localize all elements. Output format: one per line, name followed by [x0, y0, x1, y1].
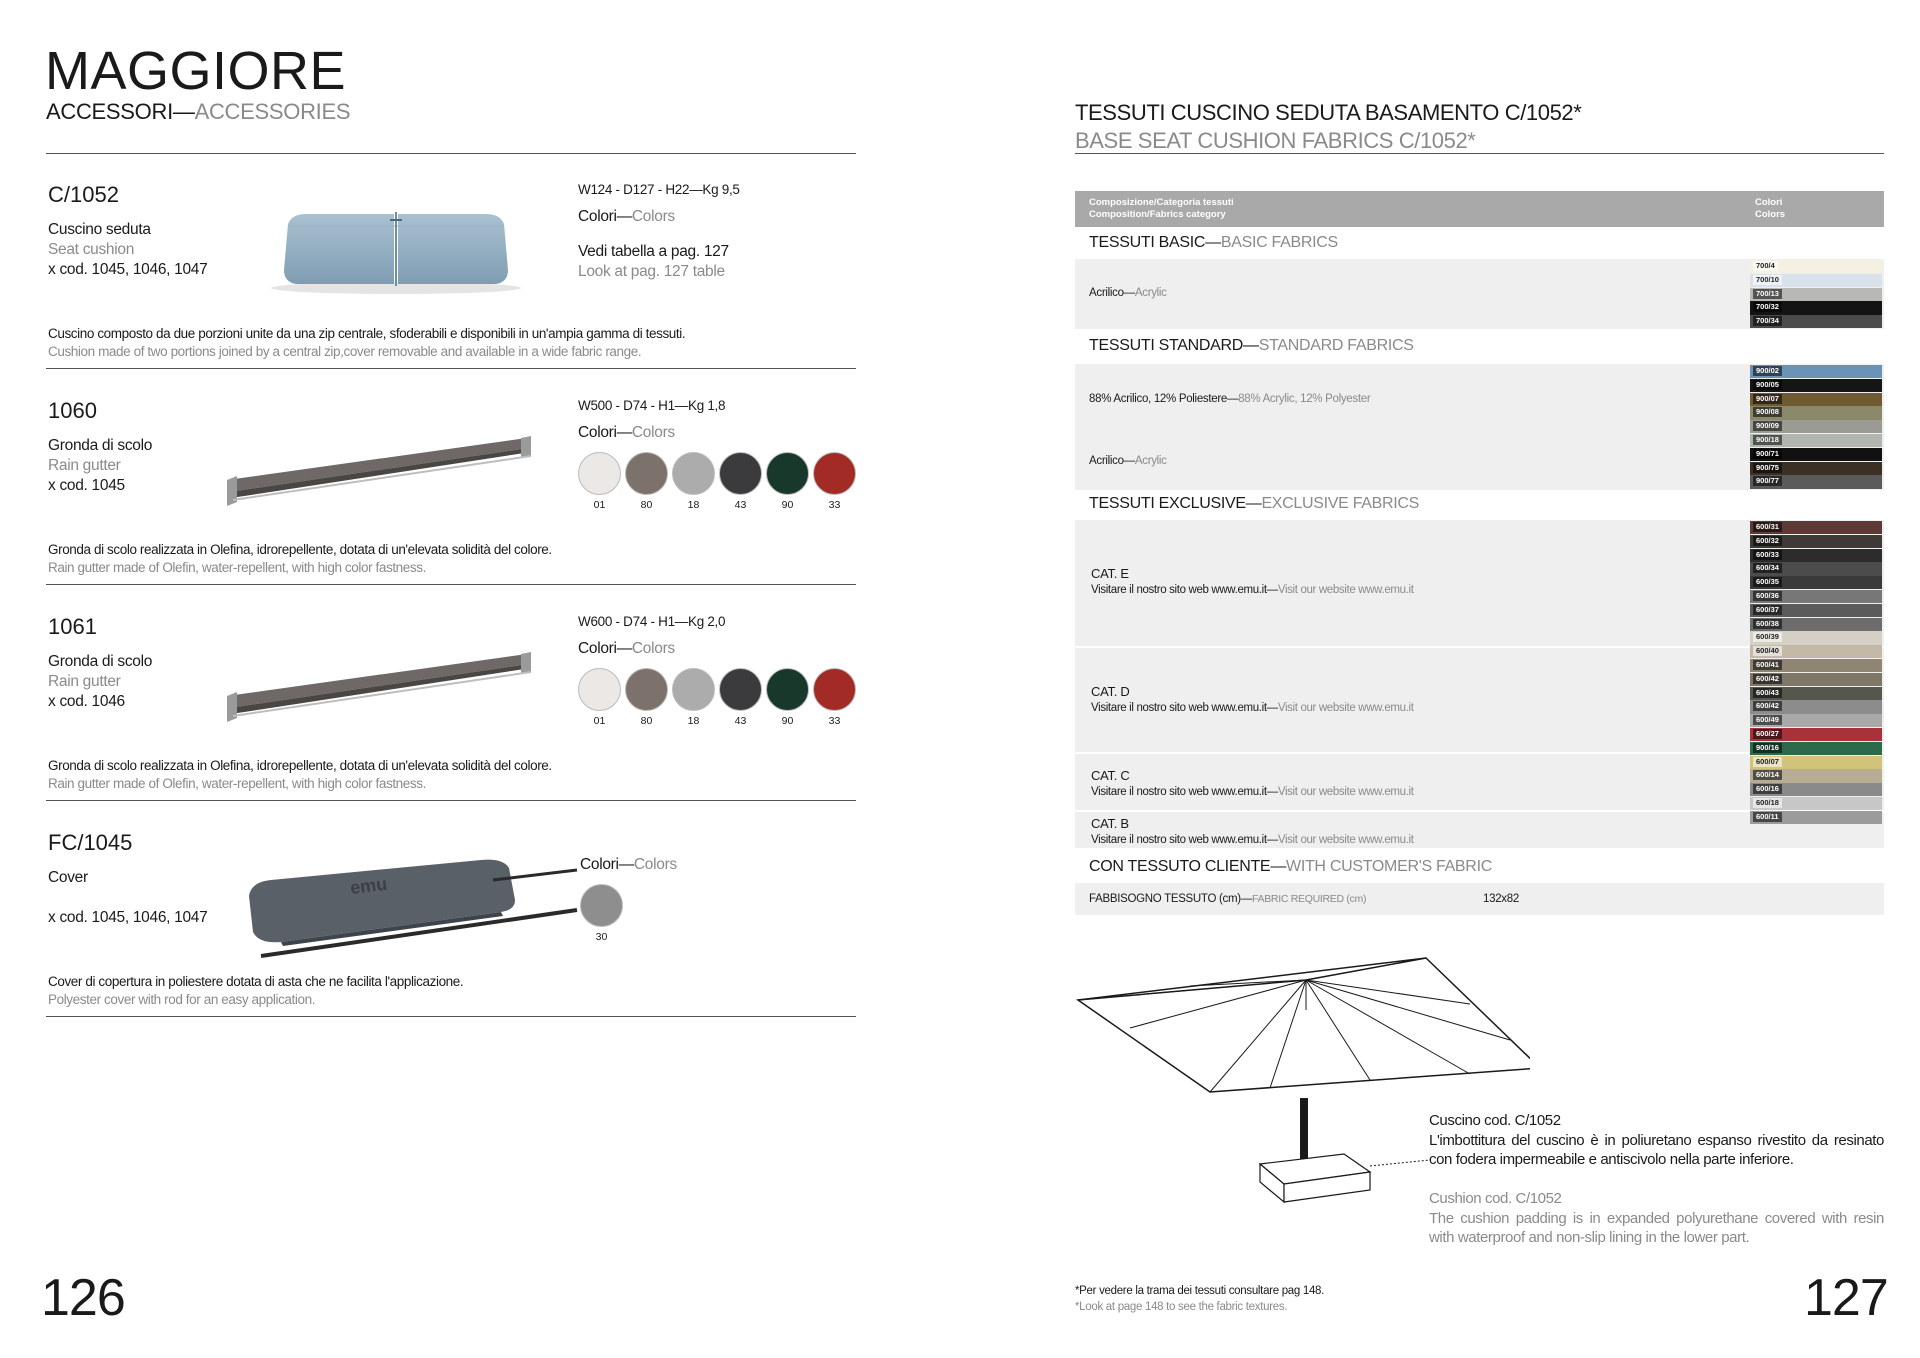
color-swatches: [578, 668, 856, 727]
fabric-color-chip: [1750, 673, 1882, 686]
fabric-color-code: 900/07: [1753, 394, 1782, 404]
fabrics-table-header: Composizione/Categoria tessuti Composition/Fabrics category Colori Colors: [1075, 191, 1884, 227]
fabric-color-code: 900/18: [1753, 435, 1782, 445]
fabric-color-code: 900/05: [1753, 380, 1782, 390]
swatch-dot: [672, 452, 715, 495]
product-fc1045: [46, 830, 856, 1015]
fabric-color-code: 700/34: [1753, 316, 1782, 326]
fabric-color-chip: [1750, 521, 1882, 534]
color-swatch[interactable]: 43: [719, 668, 762, 727]
color-swatches: [578, 452, 856, 511]
color-swatch[interactable]: 43: [719, 452, 762, 511]
fabric-color-chip: [1750, 590, 1882, 603]
fabric-color-code: 600/32: [1753, 536, 1782, 546]
product-colors-label: Colori—Colors: [580, 856, 677, 873]
exclusive-fabrics-heading: TESSUTI EXCLUSIVE—EXCLUSIVE FABRICS: [1089, 495, 1420, 512]
fabric-color-code: 700/4: [1753, 261, 1778, 271]
standard-fabrics-heading: TESSUTI STANDARD—STANDARD FABRICS: [1089, 337, 1414, 354]
fabric-color-chip: [1750, 379, 1882, 392]
fabric-color-chip: [1750, 475, 1882, 488]
fabric-color-code: 600/33: [1753, 550, 1782, 560]
fabric-required-label: FABBISOGNO TESSUTO (cm)—FABRIC REQUIRED (cm): [1089, 893, 1367, 905]
fabric-color-chip: [1750, 618, 1882, 631]
product-description: Gronda di scolo realizzata in Olefina, idrorepellente, dotata di un'elevata solidità del colore. Rain gutter made of Olefin, water-repellent, with high color fastness.: [48, 758, 552, 791]
fabric-color-code: 600/40: [1753, 646, 1782, 656]
product-1060: [46, 398, 856, 583]
fabric-color-chip: [1750, 728, 1882, 741]
fabric-color-code: 900/71: [1753, 449, 1782, 459]
fabric-color-chip: [1750, 434, 1882, 447]
fabric-color-chip: [1750, 365, 1882, 378]
fabric-color-chip: [1750, 288, 1882, 301]
page-number-left: 126: [41, 1269, 125, 1327]
fabric-color-chip: [1750, 742, 1882, 755]
fabric-color-chip: [1750, 393, 1882, 406]
swatch-dot: [813, 668, 856, 711]
fabric-color-code: 600/43: [1753, 688, 1782, 698]
product-code: 1060: [48, 398, 97, 423]
fabric-color-code: 600/34: [1753, 563, 1782, 573]
fabric-color-chip: [1750, 535, 1882, 548]
fabrics-title-it: TESSUTI CUSCINO SEDUTA BASAMENTO C/1052*: [1075, 100, 1582, 125]
basic-fabrics-heading: TESSUTI BASIC—BASIC FABRICS: [1089, 234, 1338, 251]
umbrella-illustration: [1070, 950, 1530, 1210]
seat-cushion-image: [266, 196, 526, 296]
product-name: Gronda di scolo Rain gutter x cod. 1046: [48, 653, 153, 710]
fabric-color-code: 600/37: [1753, 605, 1782, 615]
fabric-color-code: 900/75: [1753, 463, 1782, 473]
color-swatch[interactable]: 90: [766, 668, 809, 727]
fabric-color-chip: [1750, 406, 1882, 419]
color-swatches: [580, 884, 623, 943]
color-swatch[interactable]: 33: [813, 452, 856, 511]
cushion-note-en: Cushion cod. C/1052 The cushion padding is in expanded polyurethane covered with resin with waterproof and non-slip lining in the lower part.: [1429, 1190, 1884, 1246]
swatch-dot: [578, 452, 621, 495]
page-number-right: 127: [1804, 1269, 1888, 1327]
fabric-color-chip: [1750, 783, 1882, 796]
fabric-color-chip: [1750, 645, 1882, 658]
standard-color-chips: [1750, 365, 1882, 489]
fabric-color-chip: [1750, 714, 1882, 727]
fabric-color-chip: [1750, 315, 1882, 328]
product-name: Gronda di scolo Rain gutter x cod. 1045: [48, 437, 153, 494]
fabric-color-code: 700/10: [1753, 275, 1782, 285]
fabric-color-chip: [1750, 274, 1882, 287]
fabric-color-chip: [1750, 756, 1882, 769]
svg-text:emu: emu: [349, 873, 389, 898]
fabric-color-chip: [1750, 462, 1882, 475]
divider: [46, 584, 856, 585]
basic-fabric-composition: Acrilico—Acrylic: [1089, 287, 1167, 299]
swatch-dot: [813, 452, 856, 495]
fabric-color-code: 600/16: [1753, 784, 1782, 794]
fabric-color-code: 600/42: [1753, 701, 1782, 711]
fabric-color-code: 600/14: [1753, 770, 1782, 780]
fabric-color-code: 600/36: [1753, 591, 1782, 601]
fabric-color-code: 700/13: [1753, 289, 1782, 299]
fabric-color-chip: [1750, 604, 1882, 617]
color-swatch[interactable]: 30: [580, 884, 623, 943]
swatch-dot: [578, 668, 621, 711]
swatch-dot: [719, 668, 762, 711]
fabric-color-code: 900/02: [1753, 366, 1782, 376]
swatch-dot: [719, 452, 762, 495]
fabric-color-code: 600/27: [1753, 729, 1782, 739]
fabric-color-chip: [1750, 797, 1882, 810]
fabric-color-chip: [1750, 562, 1882, 575]
product-description: Cover di copertura in poliestere dotata di asta che ne facilita l'applicazione. Polyester cover with rod for an easy application.: [48, 974, 464, 1007]
brand-title: MAGGIORE: [45, 41, 347, 101]
product-dimensions: W124 - D127 - H22—Kg 9,5: [578, 182, 740, 197]
color-swatch[interactable]: 18: [672, 668, 715, 727]
color-swatch[interactable]: 80: [625, 452, 668, 511]
product-c1052: [46, 182, 856, 367]
fabrics-title-en: BASE SEAT CUSHION FABRICS C/1052*: [1075, 128, 1476, 153]
fabric-color-chip: [1750, 576, 1882, 589]
swatch-dot: [625, 668, 668, 711]
fabric-color-code: 600/38: [1753, 619, 1782, 629]
cat-e-visit: Visitare il nostro sito web www.emu.it—Visit our website www.emu.it: [1091, 584, 1414, 596]
rain-gutter-image: [221, 430, 581, 510]
fabric-required-value: 132x82: [1483, 893, 1519, 905]
cat-e-label: CAT. E: [1091, 566, 1129, 581]
footnote: *Per vedere la trama dei tessuti consultare pag 148. *Look at page 148 to see the fabric textures.: [1075, 1285, 1325, 1313]
cat-b-visit: Visitare il nostro sito web www.emu.it—Visit our website www.emu.it: [1091, 834, 1414, 846]
product-code: FC/1045: [48, 830, 133, 855]
divider: [1075, 153, 1884, 154]
fabric-color-code: 900/16: [1753, 743, 1782, 753]
fabric-color-code: 600/42: [1753, 674, 1782, 684]
product-code: C/1052: [48, 182, 119, 207]
fabric-color-chip: [1750, 420, 1882, 433]
swatch-dot: [766, 668, 809, 711]
fabric-color-chip: [1750, 769, 1882, 782]
fabric-color-chip: [1750, 549, 1882, 562]
cat-c-visit: Visitare il nostro sito web www.emu.it—Visit our website www.emu.it: [1091, 786, 1414, 798]
standard-fabric-composition-2: Acrilico—Acrylic: [1089, 455, 1167, 467]
product-colors-label: Colori—Colors: [578, 424, 675, 441]
fabric-color-code: 600/41: [1753, 660, 1782, 670]
color-swatch[interactable]: 33: [813, 668, 856, 727]
customer-fabric-heading: CON TESSUTO CLIENTE—WITH CUSTOMER'S FABRIC: [1089, 858, 1492, 875]
fabric-color-chip: [1750, 687, 1882, 700]
cat-c-label: CAT. C: [1091, 768, 1130, 783]
product-dimensions: W600 - D74 - H1—Kg 2,0: [578, 614, 726, 629]
fabric-color-code: 600/07: [1753, 757, 1782, 767]
fabric-color-code: 600/39: [1753, 632, 1782, 642]
color-swatch[interactable]: 01: [578, 452, 621, 511]
swatch-dot: [672, 668, 715, 711]
product-colors-label: Colori—Colors: [578, 208, 675, 225]
fabric-color-chip: [1750, 631, 1882, 644]
color-swatch[interactable]: 18: [672, 452, 715, 511]
fabric-color-code: 600/18: [1753, 798, 1782, 808]
fabric-color-code: 700/32: [1753, 302, 1782, 312]
divider: [46, 1016, 856, 1017]
product-dimensions: W500 - D74 - H1—Kg 1,8: [578, 398, 726, 413]
basic-color-chips: [1750, 260, 1882, 329]
fabric-color-code: 600/35: [1753, 577, 1782, 587]
fabric-color-code: 900/09: [1753, 421, 1782, 431]
section-title-en: ACCESSORIES: [194, 99, 351, 124]
fabric-color-code: 900/77: [1753, 476, 1782, 486]
swatch-dot: [766, 452, 809, 495]
table-reference: Vedi tabella a pag. 127 Look at pag. 127 table: [578, 243, 729, 280]
fabric-color-chip: [1750, 260, 1882, 273]
product-name: Cover x cod. 1045, 1046, 1047: [48, 869, 208, 926]
product-1061: [46, 614, 856, 799]
divider: [46, 368, 856, 369]
section-title-it: ACCESSORI: [46, 99, 173, 124]
fabric-color-code: 600/11: [1753, 812, 1782, 822]
cover-image: [241, 850, 591, 970]
divider: [46, 800, 856, 801]
product-code: 1061: [48, 614, 97, 639]
fabric-color-code: 600/49: [1753, 715, 1782, 725]
fabric-color-code: 900/08: [1753, 407, 1782, 417]
fabric-color-chip: [1750, 301, 1882, 314]
product-description: Gronda di scolo realizzata in Olefina, idrorepellente, dotata di un'elevata solidità del colore. Rain gutter made of Olefin, water-repellent, with high color fastness.: [48, 542, 552, 575]
exclusive-color-chips: [1750, 521, 1882, 825]
fabric-color-code: 600/31: [1753, 522, 1782, 532]
fabric-color-chip: [1750, 811, 1882, 824]
swatch-dot: [625, 452, 668, 495]
color-swatch[interactable]: 01: [578, 668, 621, 727]
cat-d-visit: Visitare il nostro sito web www.emu.it—Visit our website www.emu.it: [1091, 702, 1414, 714]
product-name: Cuscino seduta Seat cushion x cod. 1045, 1046, 1047: [48, 221, 208, 278]
rain-gutter-image: [221, 646, 581, 726]
color-swatch[interactable]: 90: [766, 452, 809, 511]
standard-fabric-composition-1: 88% Acrilico, 12% Poliestere—88% Acrylic, 12% Polyester: [1089, 393, 1371, 405]
fabric-color-chip: [1750, 659, 1882, 672]
cat-d-label: CAT. D: [1091, 684, 1130, 699]
fabrics-title: [1075, 99, 1581, 155]
section-title: ACCESSORI—ACCESSORIES: [46, 99, 351, 124]
cushion-note-it: Cuscino cod. C/1052 L'imbottitura del cuscino è in poliuretano espanso rivestito da resinato con fodera impermeabile e antiscivolo nella parte inferiore.: [1429, 1112, 1884, 1168]
divider: [46, 153, 856, 154]
fabric-color-chip: [1750, 700, 1882, 713]
swatch-dot: [580, 884, 623, 927]
product-colors-label: Colori—Colors: [578, 640, 675, 657]
product-description: Cuscino composto da due porzioni unite da una zip centrale, sfoderabili e disponibili in un'ampia gamma di tessuti. Cushion made of two portions joined by a central zip,cover removable and available in a wide fabric range.: [48, 326, 686, 359]
color-swatch[interactable]: 80: [625, 668, 668, 727]
cat-b-label: CAT. B: [1091, 816, 1129, 831]
fabric-color-chip: [1750, 448, 1882, 461]
